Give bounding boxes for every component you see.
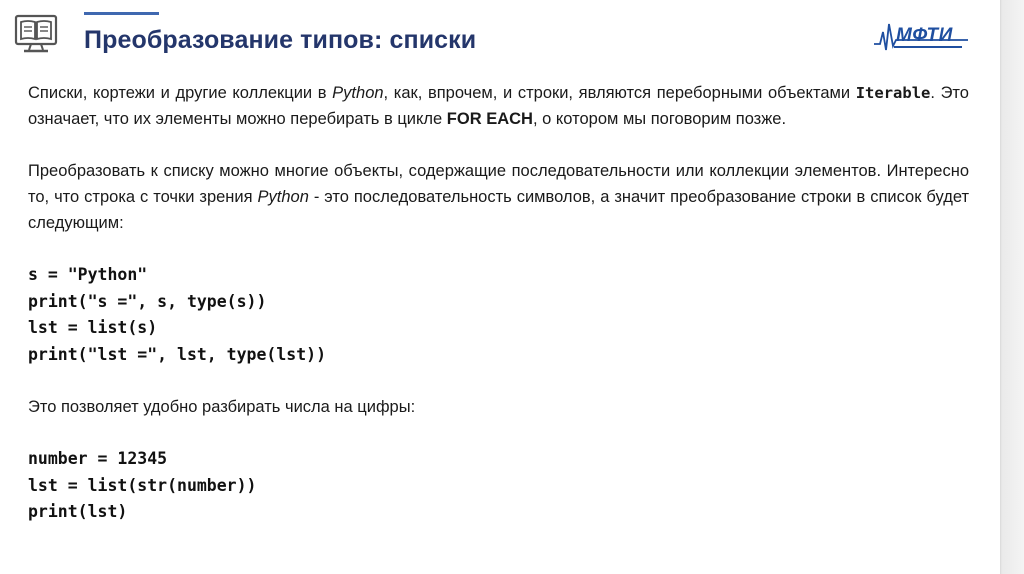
book-monitor-icon xyxy=(14,14,58,54)
code-line: print("lst =", lst, type(lst)) xyxy=(28,344,327,364)
slide-content xyxy=(28,80,969,526)
code-line: number = 12345 xyxy=(28,449,168,468)
code-line: lst = list(s) xyxy=(28,318,158,337)
code-line: s = "Python" xyxy=(28,265,148,284)
text: - это последовательность символов, а значит преобразование строки в список будет следующим: xyxy=(28,188,970,232)
python-term: Python xyxy=(257,188,309,206)
logo: МФТИ xyxy=(896,25,953,46)
text: , о котором мы поговорим позже. xyxy=(532,110,787,128)
iterable-term: Iterable xyxy=(855,84,931,102)
python-term: Python xyxy=(332,84,384,102)
paragraph-iterable xyxy=(28,80,969,132)
text: , как, впрочем, и строки, являются переборными объектами xyxy=(383,84,856,102)
for-each-term: FOR EACH xyxy=(446,110,533,128)
text: Списки, кортежи и другие коллекции в xyxy=(28,84,333,102)
title-accent-line xyxy=(84,12,159,15)
text: . Это означает, что их элементы можно перебирать в цикле xyxy=(28,84,969,128)
paragraph-string-conversion xyxy=(28,158,969,236)
page-edge xyxy=(1000,0,1024,574)
paragraph-digits: Это позволяет удобно разбирать числа на цифры: xyxy=(28,398,416,416)
text: Преобразовать к списку можно многие объекты, содержащие последовательности или коллекции элементов. Интересно то, что строка с точки зрения xyxy=(28,162,969,206)
code-block-number xyxy=(28,446,969,526)
code-block-string xyxy=(28,262,969,368)
code-line: lst = list(str(number)) xyxy=(28,475,257,495)
code-line: print("s =", s, type(s)) xyxy=(28,291,267,311)
code-line: print(lst) xyxy=(28,502,128,521)
page-title: Преобразование типов: списки xyxy=(84,26,477,54)
